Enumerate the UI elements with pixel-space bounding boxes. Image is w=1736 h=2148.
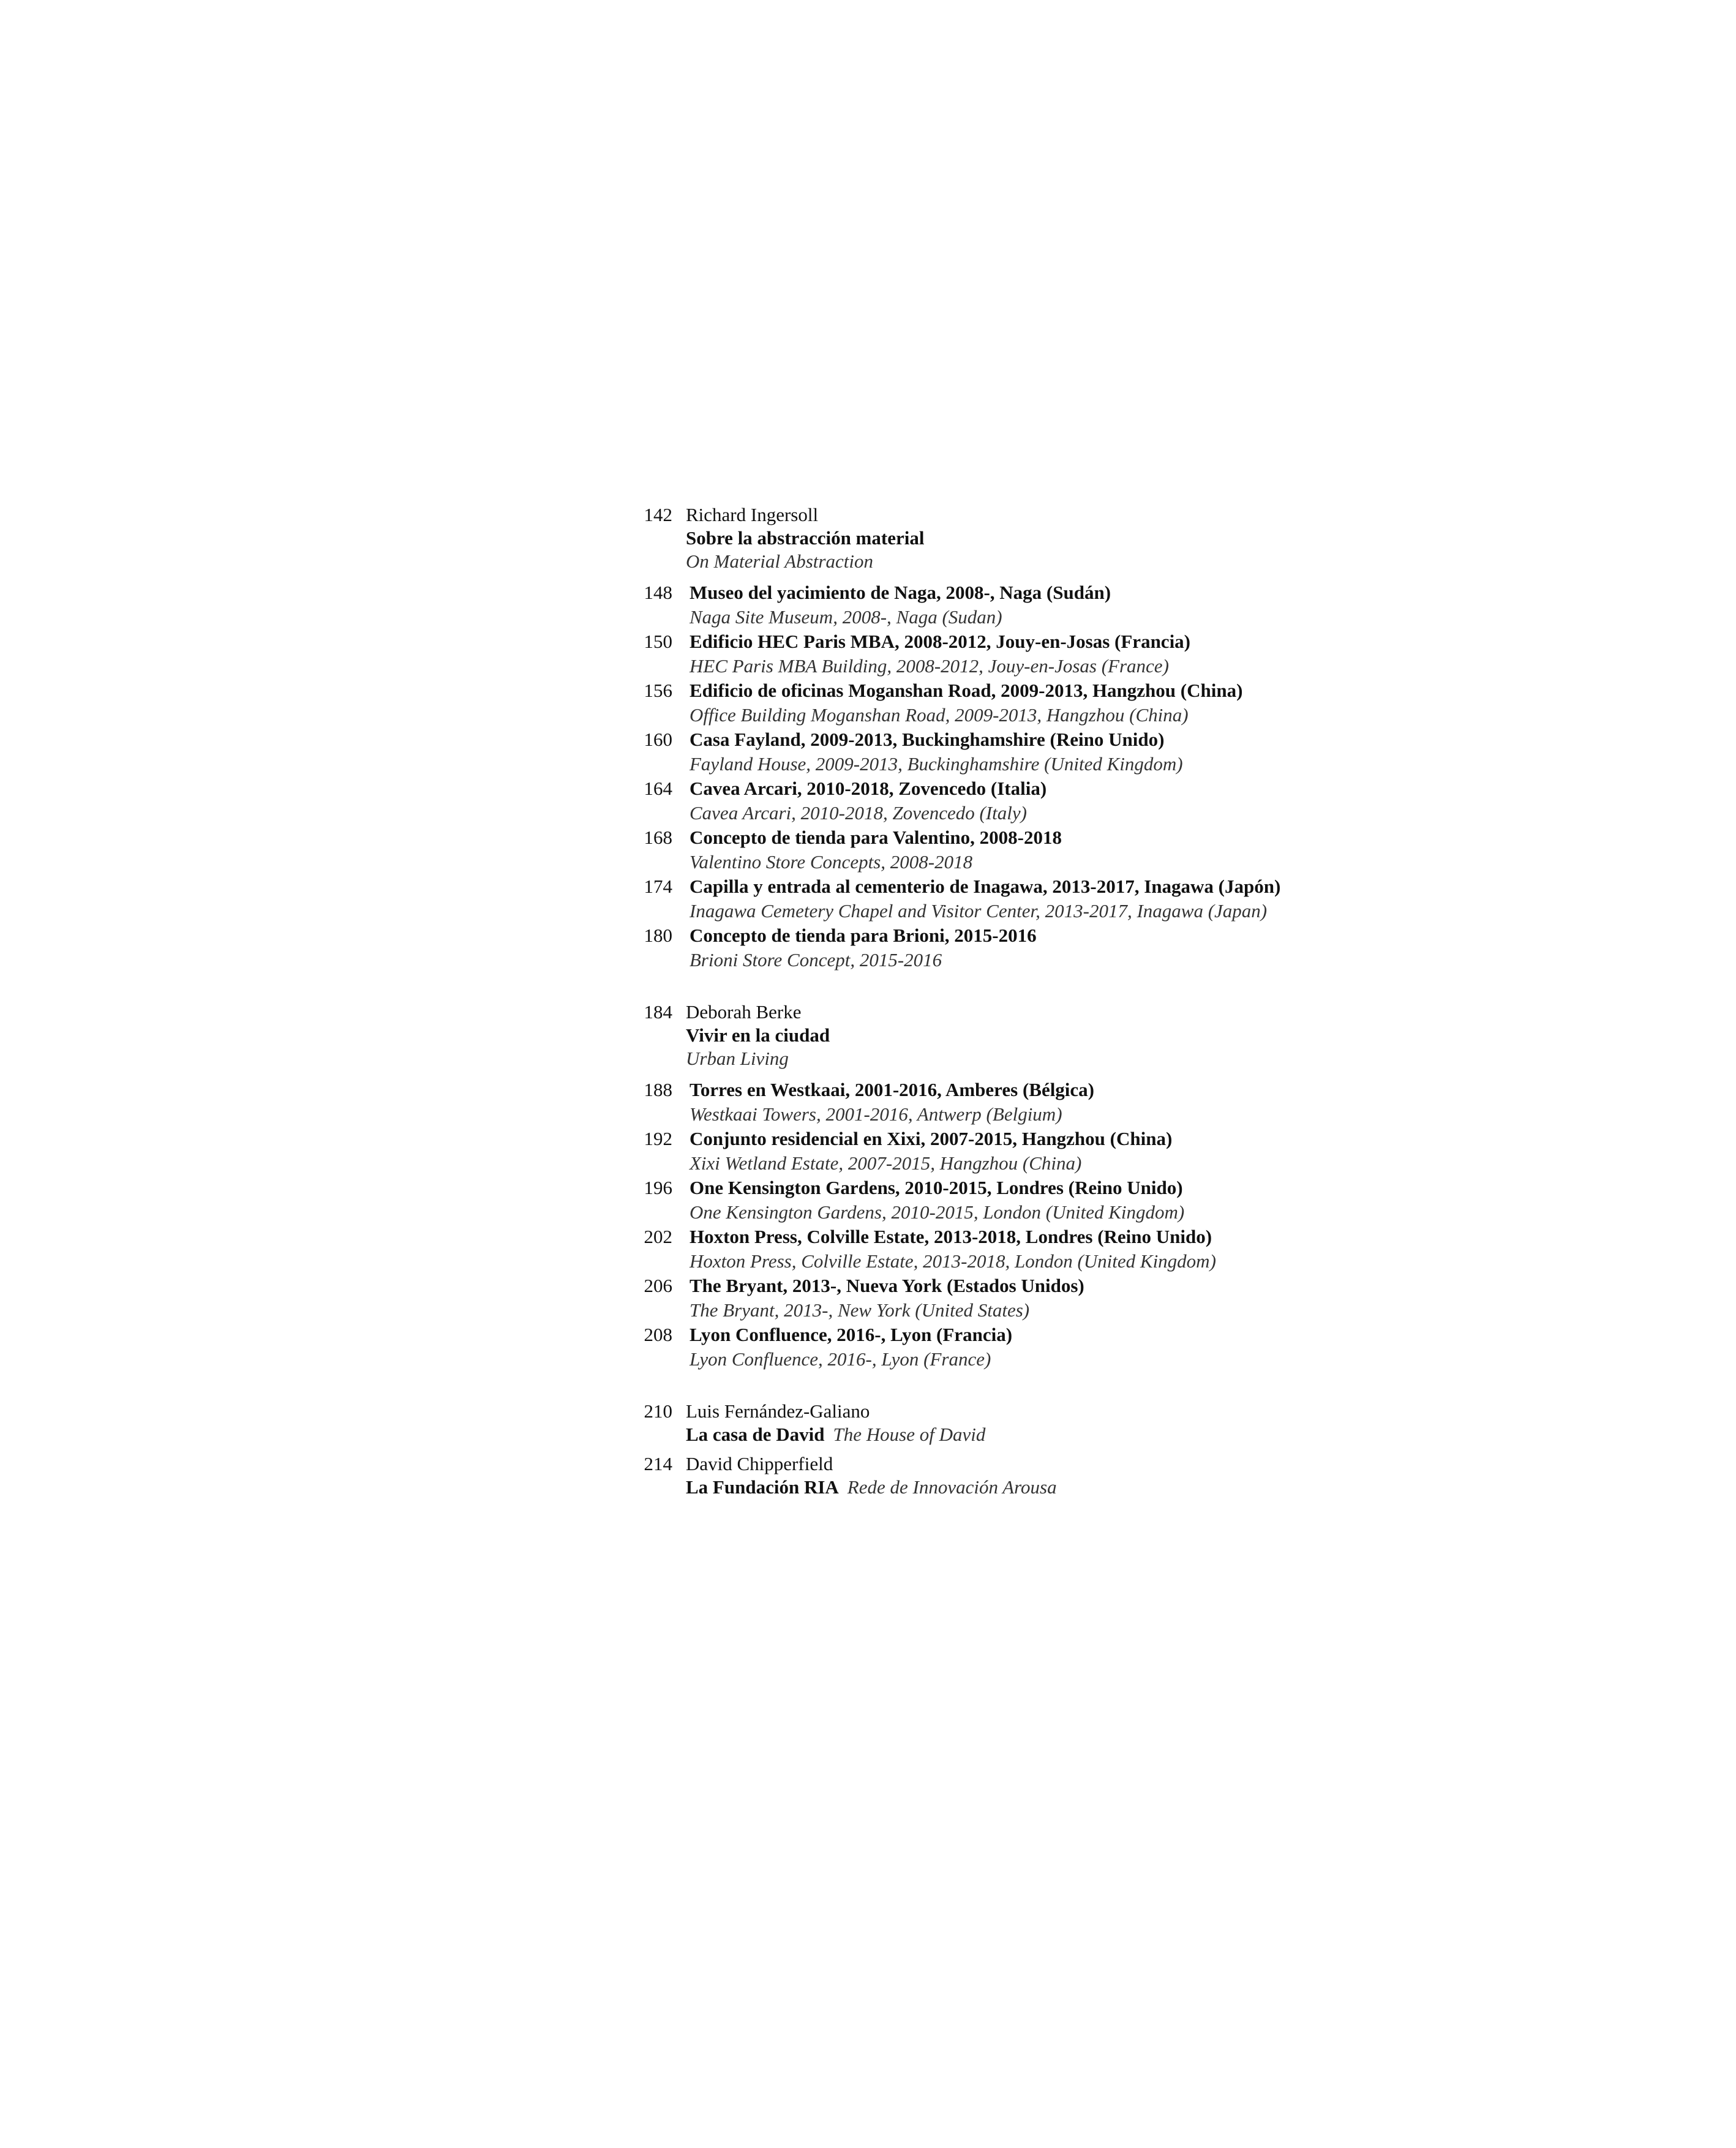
essay-title-en: On Material Abstraction bbox=[686, 550, 873, 572]
essay-title-en: The House of David bbox=[833, 1424, 986, 1445]
project-title-es: Concepto de tienda para Brioni, 2015-2016 bbox=[690, 925, 1037, 946]
toc-section-berke bbox=[629, 1001, 1426, 1372]
toc-closing-essay-fernandez-galiano bbox=[629, 1400, 1426, 1446]
page-number: 210 bbox=[644, 1400, 672, 1422]
essay-author: Deborah Berke bbox=[686, 1001, 802, 1023]
project-title-es: Edificio de oficinas Moganshan Road, 2009-2013, Hangzhou (China) bbox=[690, 680, 1243, 701]
page-number: 148 bbox=[644, 582, 672, 603]
project-entry bbox=[629, 1323, 1426, 1372]
project-entry bbox=[629, 1127, 1426, 1176]
project-title-en: The Bryant, 2013-, New York (United States) bbox=[690, 1299, 1030, 1321]
essay-author-row bbox=[629, 503, 1426, 527]
project-title-es: Lyon Confluence, 2016-, Lyon (Francia) bbox=[690, 1324, 1013, 1345]
project-entry bbox=[629, 580, 1426, 629]
essay-author: Richard Ingersoll bbox=[686, 504, 819, 525]
table-of-contents bbox=[629, 503, 1426, 1499]
project-title-en: Brioni Store Concept, 2015-2016 bbox=[690, 949, 942, 971]
page-number: 164 bbox=[644, 778, 672, 799]
project-title-es: Concepto de tienda para Valentino, 2008-2018 bbox=[690, 827, 1062, 848]
project-entry bbox=[629, 825, 1426, 874]
essay-title-es: Vivir en la ciudad bbox=[686, 1024, 830, 1046]
essay-author-row bbox=[629, 1001, 1426, 1024]
project-entry bbox=[629, 1225, 1426, 1274]
page-number: 180 bbox=[644, 925, 672, 946]
page-number: 174 bbox=[644, 876, 672, 897]
essay-title-row bbox=[629, 1476, 1426, 1499]
project-title-en: Xixi Wetland Estate, 2007-2015, Hangzhou (China) bbox=[690, 1152, 1082, 1174]
essay-entry bbox=[629, 1001, 1426, 1070]
page-number: 168 bbox=[644, 827, 672, 848]
project-title-es: Cavea Arcari, 2010-2018, Zovencedo (Italia) bbox=[690, 778, 1047, 799]
page-number: 196 bbox=[644, 1177, 672, 1198]
project-entry bbox=[629, 874, 1426, 923]
project-title-en: Lyon Confluence, 2016-, Lyon (France) bbox=[690, 1348, 991, 1370]
project-title-en: Westkaai Towers, 2001-2016, Antwerp (Belgium) bbox=[690, 1103, 1062, 1125]
essay-author-row bbox=[629, 1400, 1426, 1423]
project-title-es: Hoxton Press, Colville Estate, 2013-2018, Londres (Reino Unido) bbox=[690, 1226, 1212, 1247]
page-number: 188 bbox=[644, 1079, 672, 1100]
essay-author-row bbox=[629, 1452, 1426, 1476]
project-entry bbox=[629, 1176, 1426, 1225]
page-number: 150 bbox=[644, 631, 672, 652]
essay-title-en-row bbox=[629, 550, 1426, 573]
essay-title-es: La casa de David bbox=[686, 1424, 825, 1445]
page-number: 214 bbox=[644, 1453, 672, 1474]
project-title-es: Casa Fayland, 2009-2013, Buckinghamshire (Reino Unido) bbox=[690, 729, 1165, 750]
project-entry bbox=[629, 776, 1426, 825]
project-title-en: Office Building Moganshan Road, 2009-2013, Hangzhou (China) bbox=[690, 704, 1189, 726]
project-title-es: One Kensington Gardens, 2010-2015, Londres (Reino Unido) bbox=[690, 1177, 1183, 1198]
page-number: 156 bbox=[644, 680, 672, 701]
project-title-en: Fayland House, 2009-2013, Buckinghamshire (United Kingdom) bbox=[690, 753, 1183, 775]
project-title-es: Museo del yacimiento de Naga, 2008-, Naga (Sudán) bbox=[690, 582, 1111, 603]
essay-author: David Chipperfield bbox=[686, 1453, 833, 1474]
toc-section-ingersoll bbox=[629, 503, 1426, 972]
project-title-es: Capilla y entrada al cementerio de Inagawa, 2013-2017, Inagawa (Japón) bbox=[690, 876, 1281, 897]
essay-title-en: Urban Living bbox=[686, 1048, 789, 1069]
project-entry bbox=[629, 1274, 1426, 1323]
page-number: 160 bbox=[644, 729, 672, 750]
essay-author: Luis Fernández-Galiano bbox=[686, 1400, 870, 1422]
project-title-es: Conjunto residencial en Xixi, 2007-2015, Hangzhou (China) bbox=[690, 1128, 1173, 1149]
page-number: 142 bbox=[644, 504, 672, 525]
project-title-en: Valentino Store Concepts, 2008-2018 bbox=[690, 851, 973, 873]
page-number: 202 bbox=[644, 1226, 672, 1247]
essay-title-en: Rede de Innovación Arousa bbox=[847, 1476, 1057, 1498]
project-title-es: Torres en Westkaai, 2001-2016, Amberes (Bélgica) bbox=[690, 1079, 1095, 1100]
project-title-en: Inagawa Cemetery Chapel and Visitor Center, 2013-2017, Inagawa (Japan) bbox=[690, 900, 1268, 922]
project-entry bbox=[629, 923, 1426, 972]
project-title-en: Cavea Arcari, 2010-2018, Zovencedo (Italy) bbox=[690, 802, 1027, 824]
project-title-es: The Bryant, 2013-, Nueva York (Estados Unidos) bbox=[690, 1275, 1084, 1296]
project-entry bbox=[629, 629, 1426, 678]
essay-title-en-row bbox=[629, 1047, 1426, 1070]
toc-closing-essay-chipperfield bbox=[629, 1452, 1426, 1499]
project-entry bbox=[629, 678, 1426, 727]
project-title-en: Hoxton Press, Colville Estate, 2013-2018, London (United Kingdom) bbox=[690, 1250, 1216, 1272]
project-entry bbox=[629, 727, 1426, 776]
essay-title-es-row bbox=[629, 1024, 1426, 1047]
essay-title-es: Sobre la abstracción material bbox=[686, 527, 925, 549]
project-entry bbox=[629, 1078, 1426, 1127]
page-number: 206 bbox=[644, 1275, 672, 1296]
essay-title-es-row bbox=[629, 527, 1426, 550]
project-title-en: One Kensington Gardens, 2010-2015, London (United Kingdom) bbox=[690, 1201, 1185, 1223]
project-title-es: Edificio HEC Paris MBA, 2008-2012, Jouy-en-Josas (Francia) bbox=[690, 631, 1191, 652]
essay-entry bbox=[629, 503, 1426, 573]
page-number: 208 bbox=[644, 1324, 672, 1345]
essay-title-row bbox=[629, 1423, 1426, 1446]
project-title-en: HEC Paris MBA Building, 2008-2012, Jouy-en-Josas (France) bbox=[690, 655, 1169, 677]
page-number: 192 bbox=[644, 1128, 672, 1149]
page-number: 184 bbox=[644, 1001, 672, 1023]
project-title-en: Naga Site Museum, 2008-, Naga (Sudan) bbox=[690, 606, 1002, 628]
essay-title-es: La Fundación RIA bbox=[686, 1476, 839, 1498]
